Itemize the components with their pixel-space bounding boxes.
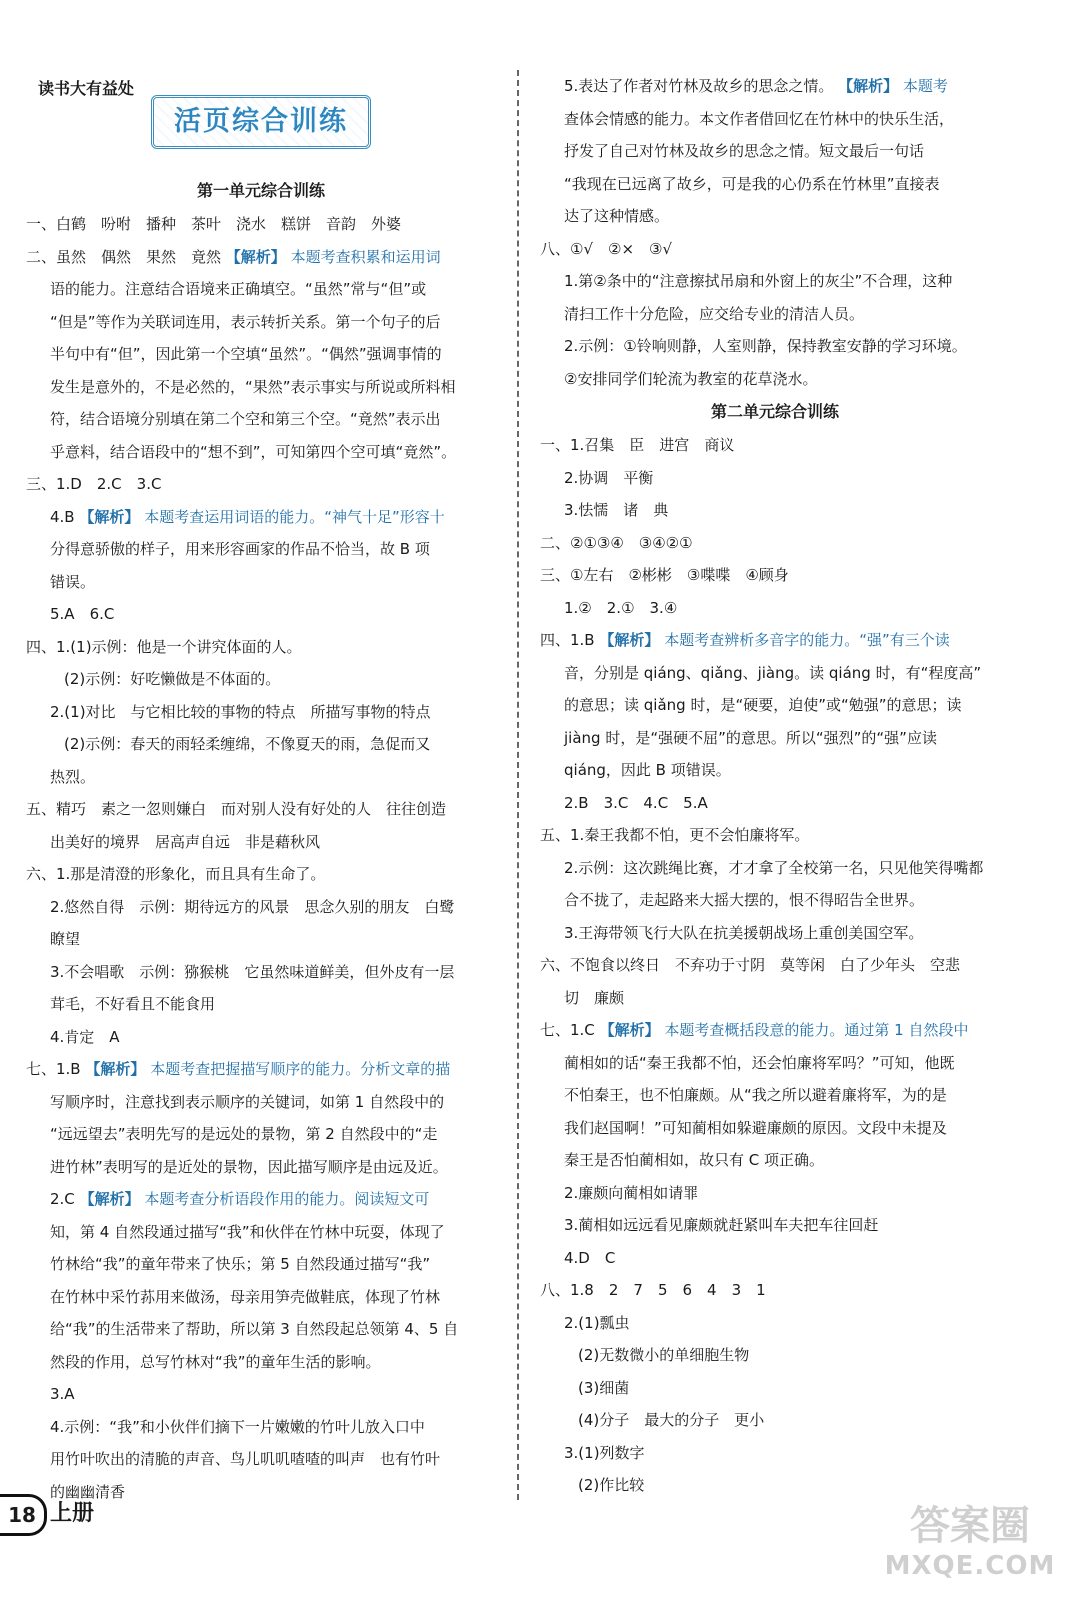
answer-line bbox=[540, 884, 1010, 917]
answer-text: 写顺序时，注意找到表示顺序的关键词，如第 1 自然段中的 bbox=[50, 1092, 445, 1111]
answer-text: 2.示例：①铃响则静，人室则静，保持教室安静的学习环境。 bbox=[564, 337, 967, 355]
analysis-tag: 【解析】 bbox=[85, 1060, 146, 1078]
answer-line bbox=[540, 1274, 1010, 1307]
answer-text: 三、1.D 2.C 3.C bbox=[26, 475, 162, 493]
answer-text: 1.第②条中的“注意擦拭吊扇和外窗上的灰尘”不合理，这种 bbox=[564, 272, 953, 290]
analysis-tag: 【解析】 bbox=[79, 1190, 140, 1208]
answer-line bbox=[540, 1209, 1010, 1242]
answer-line bbox=[540, 689, 1010, 722]
answer-line bbox=[540, 982, 1010, 1015]
answer-line bbox=[540, 559, 1010, 592]
answer-line bbox=[26, 1411, 496, 1444]
answer-text: 查体会情感的能力。本文作者借回忆在竹林中的快乐生活， bbox=[564, 109, 955, 128]
answer-line bbox=[26, 1021, 496, 1054]
answer-text: 4.B bbox=[50, 507, 75, 526]
answer-line bbox=[26, 923, 496, 956]
answer-text: (2)示例：好吃懒做是不体面的。 bbox=[64, 670, 281, 688]
answer-text: 2.(1)瓢虫 bbox=[564, 1313, 630, 1332]
answer-text: 语的能力。注意结合语境来正确填空。“虽然”常与“但”或 bbox=[50, 280, 427, 298]
answer-line bbox=[540, 852, 1010, 885]
answer-text: 不怕秦王，也不怕廉颇。从“我之所以避着廉将军，为的是 bbox=[564, 1086, 947, 1104]
answer-line bbox=[26, 501, 496, 534]
answer-line bbox=[26, 1118, 496, 1151]
answer-line bbox=[26, 1183, 496, 1216]
answer-text: “远远望去”表明先写的是远处的景物，第 2 自然段中的“走 bbox=[50, 1125, 438, 1143]
answer-text: 符，结合语境分别填在第二个空和第三个空。“竟然”表示出 bbox=[50, 410, 441, 428]
right-column bbox=[540, 70, 1010, 1502]
answer-line bbox=[26, 273, 496, 306]
analysis-text: 本题考查概括段意的能力。通过第 1 自然段中 bbox=[664, 1021, 969, 1039]
analysis-text: 本题考查把握描写顺序的能力。分析文章的描 bbox=[150, 1060, 451, 1078]
answer-line bbox=[540, 1144, 1010, 1177]
answer-line bbox=[540, 1047, 1010, 1080]
answer-text: 蔺相如的话“秦王我都不怕，还会怕廉将军吗？”可知，他既 bbox=[564, 1053, 955, 1072]
answer-line bbox=[26, 793, 496, 826]
answer-line bbox=[540, 1339, 1010, 1372]
answer-line bbox=[26, 1378, 496, 1411]
answer-line bbox=[26, 728, 496, 761]
answer-line bbox=[540, 1014, 1010, 1047]
answer-line bbox=[540, 624, 1010, 657]
banner-title: 活页综合训练 bbox=[151, 95, 371, 150]
answer-text: 六、不饱食以终日 不弃功于寸阴 莫等闲 白了少年头 空悲 bbox=[540, 956, 961, 974]
answer-text: 三、①左右 ②彬彬 ③喋喋 ④顾身 bbox=[540, 566, 789, 584]
answer-text: 茸毛，不好看且不能食用 bbox=[50, 995, 216, 1013]
answer-line bbox=[26, 956, 496, 989]
analysis-tag: 【解析】 bbox=[599, 631, 660, 649]
answer-text: 3.不会唱歌 示例：猕猴桃 它虽然味道鲜美，但外皮有一层 bbox=[50, 962, 455, 981]
answer-text: 七、1.C bbox=[540, 1021, 595, 1039]
answer-text: 4.D C bbox=[564, 1248, 616, 1267]
analysis-text: 本题考查辨析多音字的能力。“强”有三个读 bbox=[664, 631, 950, 649]
answer-line bbox=[540, 265, 1010, 298]
answer-text: 2.C bbox=[50, 1190, 75, 1208]
answer-line bbox=[540, 330, 1010, 363]
answer-text: 分得意骄傲的样子，用来形容画家的作品不恰当，故 B 项 bbox=[50, 540, 430, 558]
answer-text: (2)作比较 bbox=[578, 1476, 645, 1494]
answer-text: 五、精巧 素之一忽则嫌白 而对别人没有好处的人 往往创造 bbox=[26, 800, 447, 818]
answer-text: 五、1.秦王我都不怕，更不会怕廉将军。 bbox=[540, 826, 810, 844]
answer-line bbox=[26, 533, 496, 566]
answer-text: 清扫工作十分危险，应交给专业的清洁人员。 bbox=[564, 304, 865, 323]
answer-line bbox=[26, 306, 496, 339]
answer-line bbox=[540, 722, 1010, 755]
analysis-text: 本题考查积累和运用词 bbox=[290, 247, 441, 266]
answer-line bbox=[540, 657, 1010, 690]
answer-line bbox=[540, 233, 1010, 266]
answer-text: 5.A 6.C bbox=[50, 605, 115, 623]
answer-line bbox=[540, 754, 1010, 787]
answer-text: 七、1.B bbox=[26, 1060, 81, 1078]
answer-line bbox=[540, 819, 1010, 852]
answer-line bbox=[26, 338, 496, 371]
answer-line bbox=[26, 566, 496, 599]
answer-line bbox=[540, 1242, 1010, 1275]
answer-line bbox=[26, 631, 496, 664]
header-title: 读书大有益处 bbox=[38, 79, 135, 98]
left-column bbox=[26, 70, 496, 1508]
answer-line bbox=[540, 462, 1010, 495]
watermark-logo bbox=[880, 1503, 1060, 1586]
answer-text: 秦王是否怕蔺相如，故只有 C 项正确。 bbox=[564, 1151, 825, 1169]
answer-line bbox=[540, 1372, 1010, 1405]
answer-line bbox=[26, 468, 496, 501]
answer-text: 八、①√ ②× ③√ bbox=[540, 239, 673, 258]
answer-line bbox=[26, 1281, 496, 1314]
answer-line bbox=[26, 241, 496, 274]
answer-line bbox=[540, 1079, 1010, 1112]
analysis-tag: 【解析】 bbox=[225, 247, 286, 266]
answer-text: 2.示例：这次跳绳比赛，才才拿了全校第一名，只见他笑得嘴都 bbox=[564, 858, 984, 877]
answer-text: 进竹林”表明写的是近处的景物，因此描写顺序是由远及近。 bbox=[50, 1157, 448, 1176]
answer-text: 2.廉颇向蔺相如请罪 bbox=[564, 1183, 699, 1202]
answer-text: 4.肯定 A bbox=[50, 1027, 120, 1046]
answer-text: 半句中有“但”，因此第一个空填“虽然”。“偶然”强调事情的 bbox=[50, 345, 442, 363]
answer-line bbox=[26, 663, 496, 696]
answer-text: 在竹林中采竹荪用来做汤，母亲用笋壳做鞋底，体现了竹林 bbox=[50, 1287, 441, 1306]
watermark-text: 答案圈 bbox=[910, 1503, 1030, 1549]
answer-line bbox=[26, 696, 496, 729]
answer-line bbox=[26, 858, 496, 891]
analysis-tag: 【解析】 bbox=[599, 1021, 660, 1039]
answer-line bbox=[540, 363, 1010, 396]
answer-line bbox=[26, 436, 496, 469]
answer-text: 5.表达了作者对竹林及故乡的思念之情。 bbox=[564, 77, 834, 95]
answer-text: 知，第 4 自然段通过描写“我”和伙伴在竹林中玩耍，体现了 bbox=[50, 1222, 445, 1241]
answer-text: 出美好的境界 居高声自远 非是藉秋风 bbox=[50, 832, 321, 851]
answer-text: 二、②①③④ ③④②① bbox=[540, 533, 693, 552]
answer-line bbox=[26, 1443, 496, 1476]
answer-text: 抒发了自己对竹林及故乡的思念之情。短文最后一句话 bbox=[564, 142, 925, 160]
answer-text: (4)分子 最大的分子 更小 bbox=[578, 1411, 765, 1429]
answer-line bbox=[540, 1469, 1010, 1502]
answer-line bbox=[26, 1151, 496, 1184]
watermark-url: MXQE.COM bbox=[884, 1551, 1056, 1581]
answer-line bbox=[26, 891, 496, 924]
answer-text: 瞭望 bbox=[50, 930, 81, 948]
section-title-unit2: 第二单元综合训练 bbox=[710, 402, 839, 421]
answer-line bbox=[26, 1248, 496, 1281]
analysis-text: 本题考查分析语段作用的能力。阅读短文可 bbox=[144, 1190, 430, 1208]
answer-text: (2)示例：春天的雨轻柔缠绵，不像夏天的雨，急促而又 bbox=[64, 735, 431, 753]
right-answer-lines-a bbox=[540, 70, 1010, 395]
answer-line bbox=[540, 949, 1010, 982]
answer-line bbox=[540, 135, 1010, 168]
answer-line bbox=[26, 1346, 496, 1379]
answer-text: 然段的作用，总写竹林对“我”的童年生活的影响。 bbox=[50, 1352, 381, 1371]
answer-line bbox=[26, 403, 496, 436]
answer-text: 四、1.(1)示例：他是一个讲究体面的人。 bbox=[26, 637, 302, 656]
answer-line bbox=[26, 1216, 496, 1249]
answer-line bbox=[540, 494, 1010, 527]
column-divider bbox=[517, 70, 519, 1500]
answer-line bbox=[26, 1086, 496, 1119]
answer-text: 的意思；读 qiǎng 时，是“硬要，迫使”或“勉强”的意思；读 bbox=[564, 696, 962, 714]
answer-text: 2.(1)对比 与它相比较的事物的特点 所描写事物的特点 bbox=[50, 702, 431, 721]
answer-text: 热烈。 bbox=[50, 767, 96, 786]
answer-line bbox=[26, 1053, 496, 1086]
answer-text: 1.② 2.① 3.④ bbox=[564, 598, 678, 617]
answer-text: 3.蔺相如远远看见廉颇就赶紧叫车夫把车往回赶 bbox=[564, 1216, 879, 1234]
analysis-tag: 【解析】 bbox=[838, 77, 899, 95]
answer-text: 一、1.召集 臣 进宫 商议 bbox=[540, 436, 735, 454]
answer-text: ②安排同学们轮流为教室的花草浇水。 bbox=[564, 369, 818, 388]
answer-text: qiáng，因此 B 项错误。 bbox=[564, 761, 731, 779]
answer-text: 3.A bbox=[50, 1385, 75, 1403]
answer-text: 乎意料，结合语段中的“想不到”，可知第四个空可填“竟然”。 bbox=[50, 442, 457, 461]
page-number: 18 bbox=[0, 1494, 47, 1536]
answer-text: 3.王海带领飞行大队在抗美援朝战场上重创美国空军。 bbox=[564, 923, 924, 942]
answer-text: 切 廉颇 bbox=[564, 988, 625, 1007]
banner-wrap bbox=[26, 70, 496, 174]
answer-line bbox=[540, 70, 1010, 103]
answer-text: 二、虽然 偶然 果然 竟然 bbox=[26, 247, 222, 266]
answer-line bbox=[540, 1112, 1010, 1145]
answer-text: 达了这种情感。 bbox=[564, 207, 670, 225]
answer-line bbox=[26, 988, 496, 1021]
analysis-tag: 【解析】 bbox=[79, 507, 140, 526]
answer-text: (2)无数微小的单细胞生物 bbox=[578, 1346, 750, 1364]
answer-text: 2.B 3.C 4.C 5.A bbox=[564, 793, 708, 812]
answer-text: 3.怯懦 诸 典 bbox=[564, 501, 669, 519]
answer-text: 我们赵国啊！”可知蔺相如躲避廉颇的原因。文段中未提及 bbox=[564, 1118, 947, 1137]
answer-line bbox=[540, 1437, 1010, 1470]
answer-text: 合不拢了，走起路来大摇大摆的，恨不得昭告全世界。 bbox=[564, 891, 925, 909]
answer-text: 用竹叶吹出的清脆的声音、鸟儿叽叽喳喳的叫声 也有竹叶 bbox=[50, 1450, 441, 1468]
answer-line bbox=[540, 1404, 1010, 1437]
left-answer-lines bbox=[26, 208, 496, 1508]
answer-line bbox=[26, 371, 496, 404]
answer-text: jiàng 时，是“强硬不屈”的意思。所以“强烈”的“强”应读 bbox=[564, 728, 937, 747]
answer-text: 错误。 bbox=[50, 572, 96, 591]
answer-line bbox=[540, 1307, 1010, 1340]
answer-line bbox=[540, 527, 1010, 560]
answer-text: 2.协调 平衡 bbox=[564, 468, 654, 487]
answer-text: 的幽幽清香 bbox=[50, 1482, 126, 1501]
answer-text: “我现在已远离了故乡，可是我的心仍系在竹林里”直接表 bbox=[564, 174, 940, 193]
answer-line bbox=[26, 761, 496, 794]
section-title-unit1: 第一单元综合训练 bbox=[196, 181, 325, 200]
answer-text: 2.悠然自得 示例：期待远方的风景 思念久别的朋友 白鹭 bbox=[50, 897, 455, 916]
answer-text: 3.(1)列数字 bbox=[564, 1443, 645, 1462]
volume-label: 上册 bbox=[50, 1501, 95, 1526]
answer-line bbox=[540, 429, 1010, 462]
analysis-text: 本题考查运用词语的能力。“神气十足”形容十 bbox=[144, 507, 445, 526]
answer-line bbox=[26, 826, 496, 859]
answer-line bbox=[540, 103, 1010, 136]
answer-text: 音，分别是 qiáng、qiǎng、jiàng。读 qiáng 时，有“程度高” bbox=[564, 663, 982, 682]
answer-line bbox=[26, 208, 496, 241]
answer-line bbox=[26, 1476, 496, 1509]
answer-text: 六、1.那是清澄的形象化，而且具有生命了。 bbox=[26, 865, 326, 883]
answer-line bbox=[540, 200, 1010, 233]
right-answer-lines-b bbox=[540, 429, 1010, 1502]
answer-text: 给“我”的生活带来了帮助，所以第 3 自然段起总领第 4、5 自 bbox=[50, 1320, 459, 1338]
answer-text: 竹林给“我”的童年带来了快乐；第 5 自然段通过描写“我” bbox=[50, 1255, 431, 1273]
answer-line bbox=[540, 787, 1010, 820]
answer-line bbox=[540, 1177, 1010, 1210]
answer-text: 八、1.8 2 7 5 6 4 3 1 bbox=[540, 1281, 766, 1299]
answer-text: 一、白鹤 吩咐 播种 茶叶 浇水 糕饼 音韵 外婆 bbox=[26, 215, 402, 233]
answer-line bbox=[540, 298, 1010, 331]
answer-text: 发生是意外的，不是必然的，“果然”表示事实与所说或所料相 bbox=[50, 377, 456, 396]
answer-line bbox=[26, 1313, 496, 1346]
answer-text: “但是”等作为关联词连用，表示转折关系。第一个句子的后 bbox=[50, 312, 441, 331]
answer-line bbox=[540, 168, 1010, 201]
answer-text: (3)细菌 bbox=[578, 1378, 630, 1397]
answer-line bbox=[540, 592, 1010, 625]
answer-line bbox=[26, 598, 496, 631]
analysis-text: 本题考 bbox=[902, 77, 948, 95]
answer-text: 四、1.B bbox=[540, 631, 595, 649]
answer-line bbox=[540, 917, 1010, 950]
answer-text: 4.示例：“我”和小伙伴们摘下一片嫩嫩的竹叶儿放入口中 bbox=[50, 1417, 425, 1436]
